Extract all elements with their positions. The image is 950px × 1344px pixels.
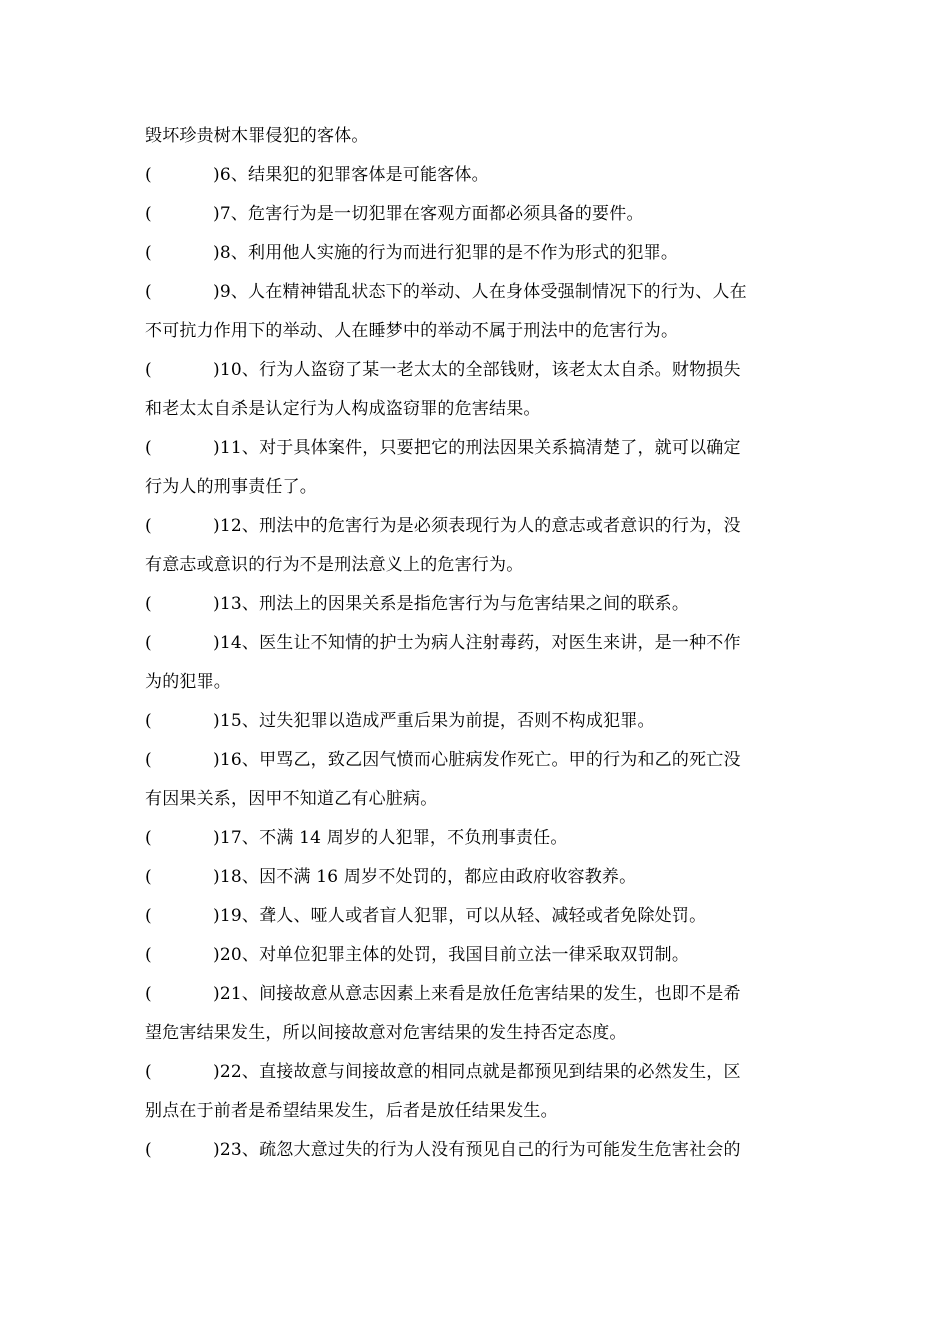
answer-blank-close: ) [213,516,220,536]
question-text: 9、人在精神错乱状态下的举动、人在身体受强制情况下的行为、人在 [219,282,747,302]
true-false-question [145,984,810,1043]
text-line [145,984,810,1004]
text-line [145,204,810,224]
text-line [145,594,810,614]
answer-blank-close: ) [213,711,220,731]
question-text: 18、因不满 16 周岁不处罚的，都应由政府收容教养。 [219,867,637,887]
true-false-question [145,906,810,926]
question-text: 有因果关系，因甲不知道乙有心脏病。 [145,789,438,809]
question-text: 14、医生让不知情的护士为病人注射毒药，对医生来讲，是一种不作 [219,633,741,653]
text-line [145,789,810,809]
answer-blank-open[interactable]: ( [145,516,152,536]
question-text: 12、刑法中的危害行为是必须表现行为人的意志或者意识的行为，没 [219,516,741,536]
question-text: 不可抗力作用下的举动、人在睡梦中的举动不属于刑法中的危害行为。 [145,321,679,341]
text-line [145,672,810,692]
answer-blank-open[interactable]: ( [145,360,152,380]
text-line [145,282,810,302]
answer-blank-close: ) [213,282,220,302]
question-text: 7、危害行为是一切犯罪在客观方面都必须具备的要件。 [219,204,644,224]
true-false-question [145,711,810,731]
answer-blank-open[interactable]: ( [145,906,152,926]
question-text: 22、直接故意与间接故意的相同点就是都预见到结果的必然发生，区 [219,1062,741,1082]
text-line [145,477,810,497]
text-line [145,1062,810,1082]
text-line [145,828,810,848]
question-text: 有意志或意识的行为不是刑法意义上的危害行为。 [145,555,524,575]
question-text: 17、不满 14 周岁的人犯罪，不负刑事责任。 [219,828,568,848]
true-false-question [145,243,810,263]
answer-blank-open[interactable]: ( [145,984,152,1004]
true-false-question [145,594,810,614]
answer-blank-close: ) [213,906,220,926]
question-text: 13、刑法上的因果关系是指危害行为与危害结果之间的联系。 [219,594,690,614]
answer-blank-close: ) [213,438,220,458]
true-false-question [145,828,810,848]
question-text: 为的犯罪。 [145,672,231,692]
true-false-question [145,204,810,224]
question-text: 别点在于前者是希望结果发生，后者是放任结果发生。 [145,1101,558,1121]
text-line [145,945,810,965]
text-line [145,165,810,185]
text-line [145,555,810,575]
true-false-question [145,516,810,575]
answer-blank-close: ) [213,828,220,848]
answer-blank-close: ) [213,1140,220,1160]
question-text: 毁坏珍贵树木罪侵犯的客体。 [145,126,369,146]
text-line [145,750,810,770]
text-line [145,516,810,536]
text-line [145,1140,810,1160]
answer-blank-open[interactable]: ( [145,828,152,848]
answer-blank-close: ) [213,594,220,614]
answer-blank-close: ) [213,867,220,887]
question-text: 11、对于具体案件，只要把它的刑法因果关系搞清楚了，就可以确定 [219,438,741,458]
answer-blank-open[interactable]: ( [145,867,152,887]
question-list [145,126,810,1179]
answer-blank-open[interactable]: ( [145,945,152,965]
question-text: 10、行为人盗窃了某一老太太的全部钱财，该老太太自杀。财物损失 [219,360,741,380]
text-line [145,1023,810,1043]
answer-blank-close: ) [213,945,220,965]
text-line [145,906,810,926]
text-line [145,126,810,146]
question-text: 和老太太自杀是认定行为人构成盗窃罪的危害结果。 [145,399,541,419]
text-line [145,321,810,341]
question-text: 21、间接故意从意志因素上来看是放任危害结果的发生，也即不是希 [219,984,741,1004]
continuation-text [145,126,810,146]
true-false-question [145,1140,810,1160]
answer-blank-open[interactable]: ( [145,594,152,614]
answer-blank-open[interactable]: ( [145,1062,152,1082]
true-false-question [145,633,810,692]
question-text: 望危害结果发生，所以间接故意对危害结果的发生持否定态度。 [145,1023,627,1043]
answer-blank-close: ) [213,633,220,653]
answer-blank-open[interactable]: ( [145,633,152,653]
true-false-question [145,282,810,341]
answer-blank-close: ) [213,1062,220,1082]
answer-blank-open[interactable]: ( [145,438,152,458]
text-line [145,711,810,731]
question-text: 23、疏忽大意过失的行为人没有预见自己的行为可能发生危害社会的 [219,1140,741,1160]
answer-blank-open[interactable]: ( [145,711,152,731]
answer-blank-close: ) [213,165,220,185]
true-false-question [145,867,810,887]
text-line [145,633,810,653]
answer-blank-close: ) [213,360,220,380]
true-false-question [145,438,810,497]
true-false-question [145,165,810,185]
text-line [145,867,810,887]
text-line [145,360,810,380]
answer-blank-open[interactable]: ( [145,204,152,224]
true-false-question [145,750,810,809]
answer-blank-open[interactable]: ( [145,750,152,770]
true-false-question [145,945,810,965]
answer-blank-open[interactable]: ( [145,282,152,302]
question-text: 19、聋人、哑人或者盲人犯罪，可以从轻、减轻或者免除处罚。 [219,906,707,926]
answer-blank-close: ) [213,750,220,770]
true-false-question [145,1062,810,1121]
text-line [145,1101,810,1121]
text-line [145,438,810,458]
question-text: 20、对单位犯罪主体的处罚，我国目前立法一律采取双罚制。 [219,945,690,965]
text-line [145,243,810,263]
true-false-question [145,360,810,419]
question-text: 8、利用他人实施的行为而进行犯罪的是不作为形式的犯罪。 [219,243,679,263]
answer-blank-close: ) [213,984,220,1004]
question-text: 16、甲骂乙，致乙因气愤而心脏病发作死亡。甲的行为和乙的死亡没 [219,750,741,770]
answer-blank-close: ) [213,243,220,263]
answer-blank-close: ) [213,204,220,224]
answer-blank-open[interactable]: ( [145,1140,152,1160]
answer-blank-open[interactable]: ( [145,165,152,185]
text-line [145,399,810,419]
question-text: 15、过失犯罪以造成严重后果为前提，否则不构成犯罪。 [219,711,655,731]
answer-blank-open[interactable]: ( [145,243,152,263]
question-text: 6、结果犯的犯罪客体是可能客体。 [219,165,489,185]
question-text: 行为人的刑事责任了。 [145,477,317,497]
